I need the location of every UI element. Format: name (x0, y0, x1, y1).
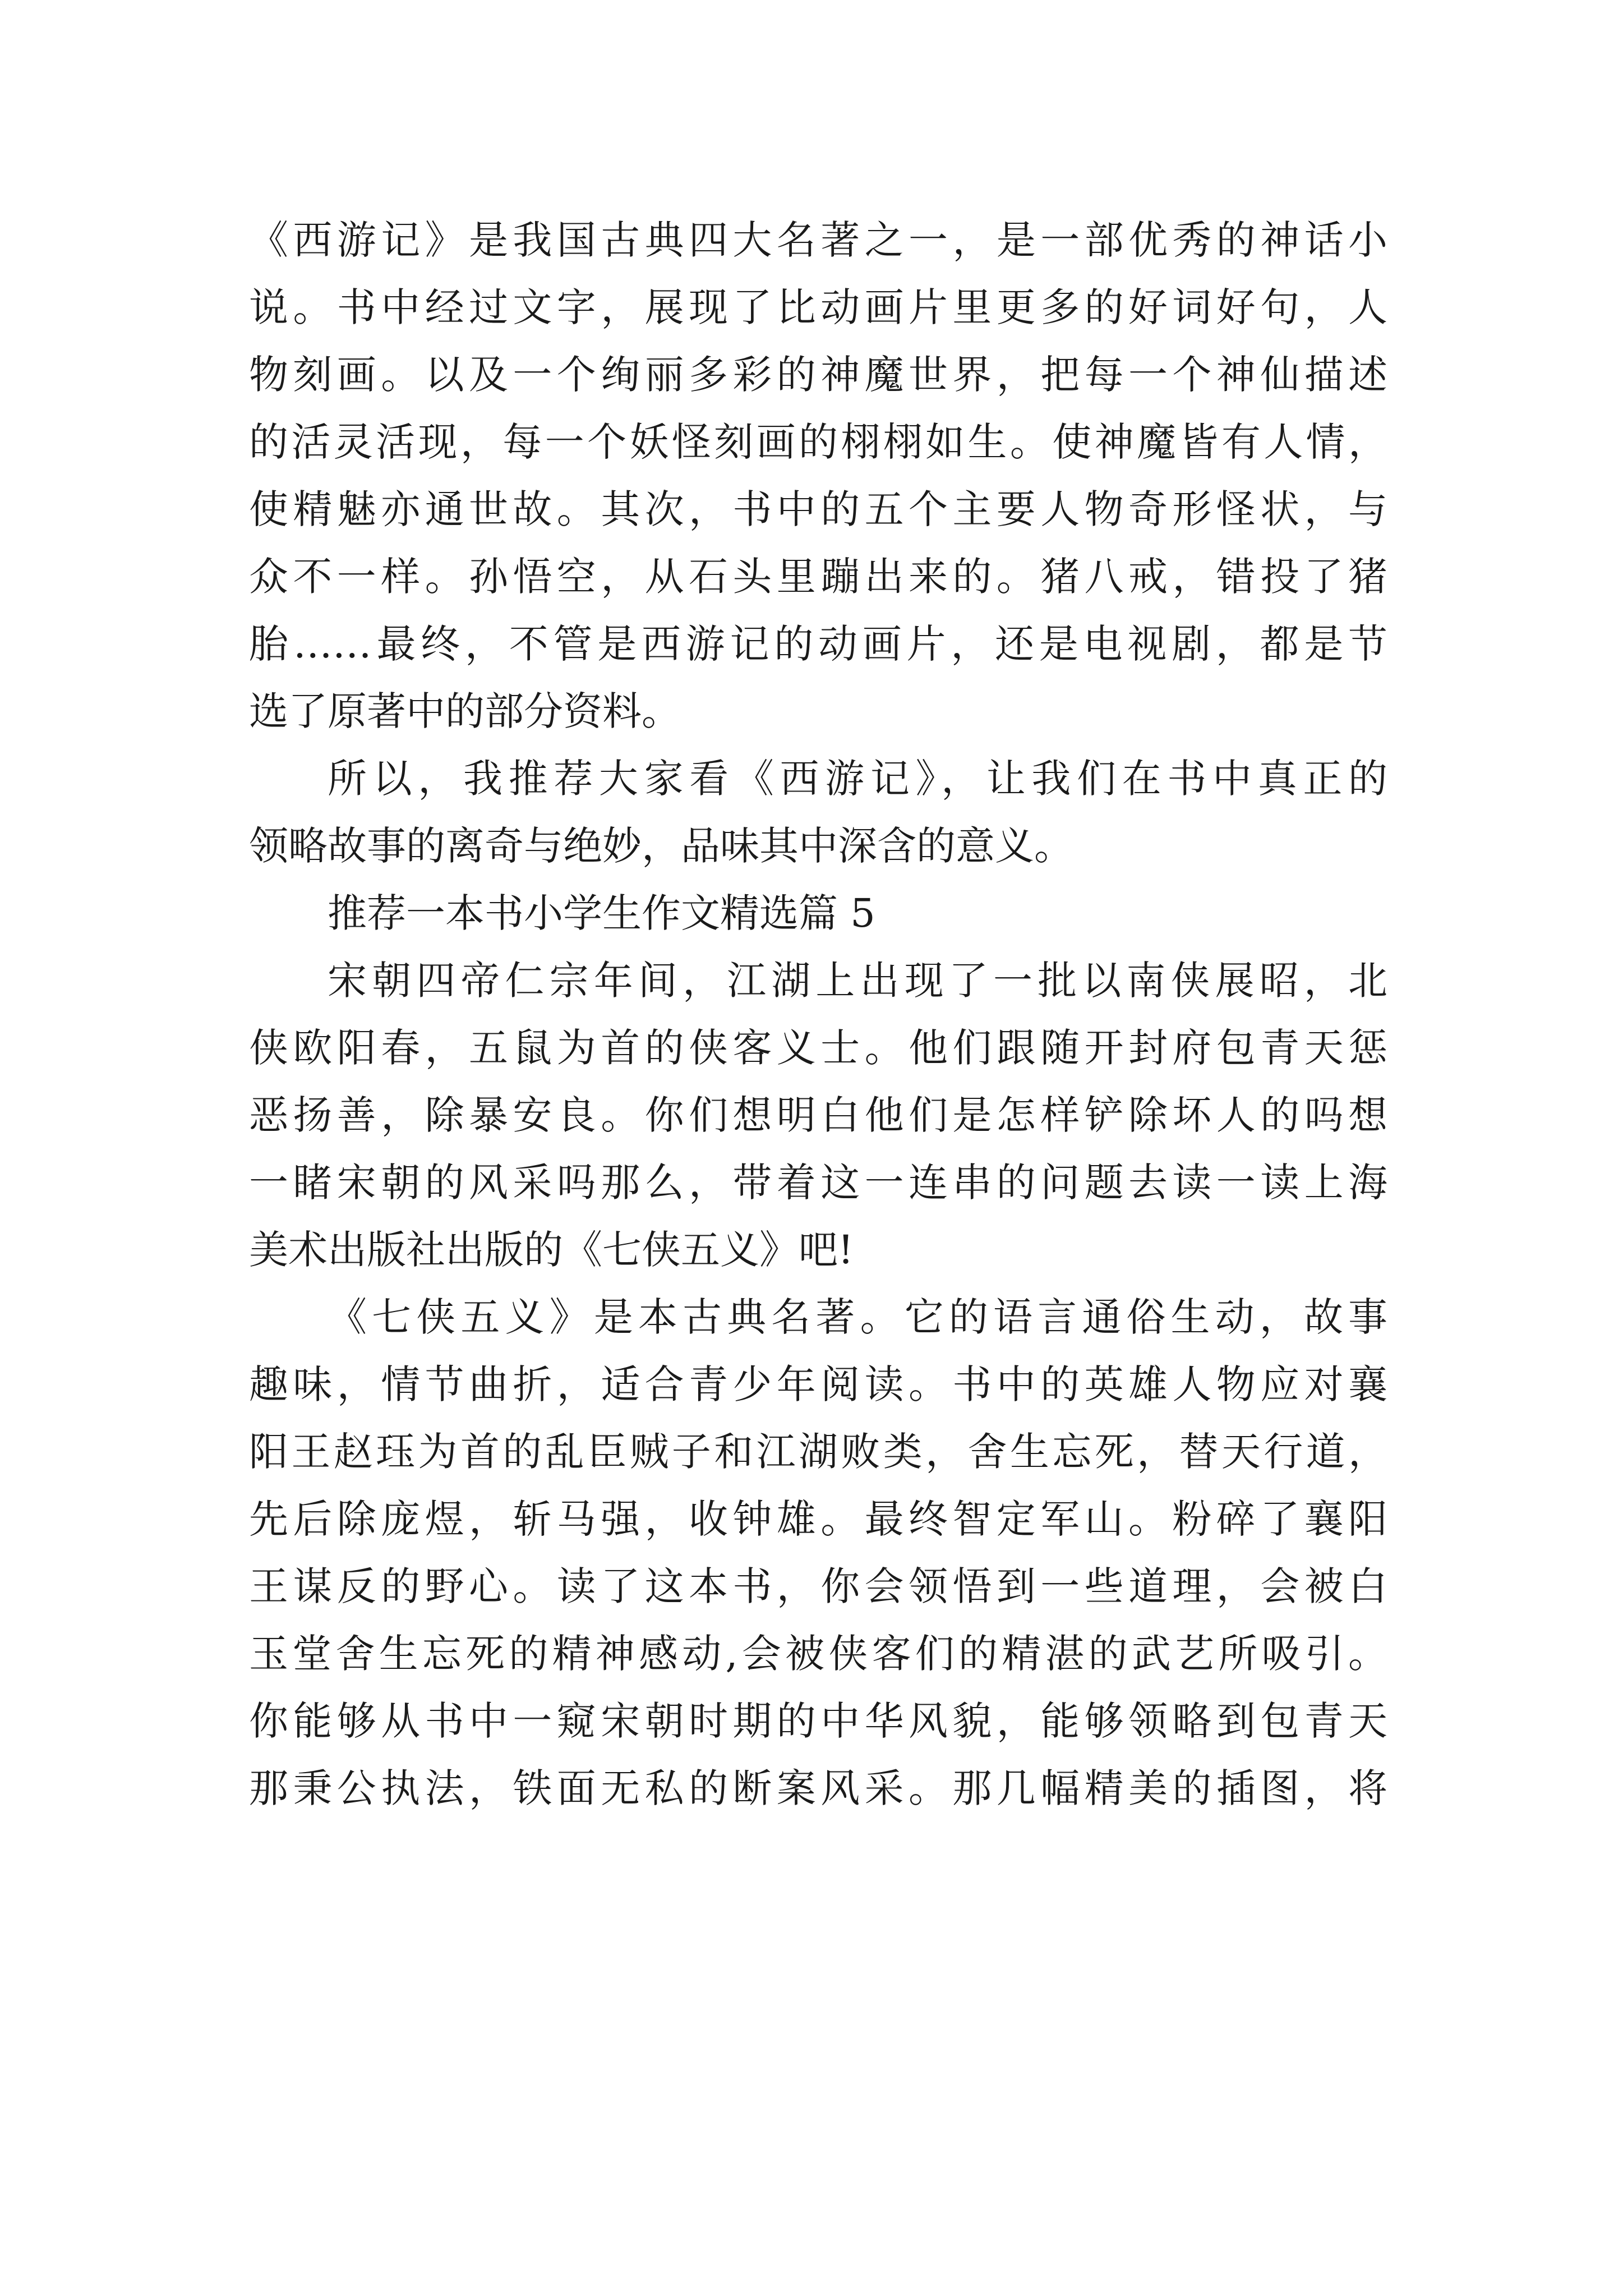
text-line: 王谋反的野心。读了这本书，你会领悟到一些道理，会被白 (249, 1563, 1387, 1609)
text-line: 《七侠五义》是本古典名著。它的语言通俗生动，故事 (328, 1294, 1387, 1340)
text-line: 你能够从书中一窥宋朝时期的中华风貌，能够领略到包青天 (249, 1698, 1387, 1744)
text-line: 恶扬善，除暴安良。你们想明白他们是怎样铲除坏人的吗想 (249, 1092, 1387, 1138)
text-line: 侠欧阳春，五鼠为首的侠客义士。他们跟随开封府包青天惩 (249, 1025, 1387, 1071)
text-line: 所以，我推荐大家看《西游记》，让我们在书中真正的 (328, 756, 1387, 802)
text-line: 先后除庞煜，斩马强，收钟雄。最终智定军山。粉碎了襄阳 (249, 1496, 1387, 1542)
text-line: 阳王赵珏为首的乱臣贼子和江湖败类，舍生忘死，替天行道， (249, 1429, 1387, 1475)
text-line: 胎……最终，不管是西游记的动画片，还是电视剧，都是节 (249, 621, 1387, 667)
text-line: 的活灵活现，每一个妖怪刻画的栩栩如生。使神魔皆有人情， (249, 419, 1387, 465)
text-line: 众不一样。孙悟空，从石头里蹦出来的。猪八戒，错投了猪 (249, 554, 1387, 600)
text-line: 使精魅亦通世故。其次，书中的五个主要人物奇形怪状，与 (249, 486, 1387, 532)
document-body (249, 206, 1387, 1822)
text-line: 一睹宋朝的风采吗那么，带着这一连串的问题去读一读上海 (249, 1159, 1387, 1205)
text-line: 物刻画。以及一个绚丽多彩的神魔世界，把每一个神仙描述 (249, 352, 1387, 398)
text-line: 选了原著中的部分资料。 (249, 688, 681, 734)
text-line: 领略故事的离奇与绝妙，品味其中深含的意义。 (249, 823, 1073, 869)
text-line: 宋朝四帝仁宗年间，江湖上出现了一批以南侠展昭，北 (328, 958, 1387, 1004)
text-line: 《西游记》是我国古典四大名著之一，是一部优秀的神话小 (249, 217, 1387, 263)
text-line: 美术出版社出版的《七侠五义》吧! (249, 1227, 854, 1273)
text-line: 那秉公执法，铁面无私的断案风采。那几幅精美的插图，将 (249, 1765, 1387, 1811)
text-line: 玉堂舍生忘死的精神感动,会被侠客们的精湛的武艺所吸引。 (249, 1631, 1387, 1677)
text-line: 推荐一本书小学生作文精选篇 5 (328, 890, 875, 936)
text-line: 说。书中经过文字，展现了比动画片里更多的好词好句，人 (249, 284, 1387, 330)
text-line: 趣味，情节曲折，适合青少年阅读。书中的英雄人物应对襄 (249, 1361, 1387, 1407)
